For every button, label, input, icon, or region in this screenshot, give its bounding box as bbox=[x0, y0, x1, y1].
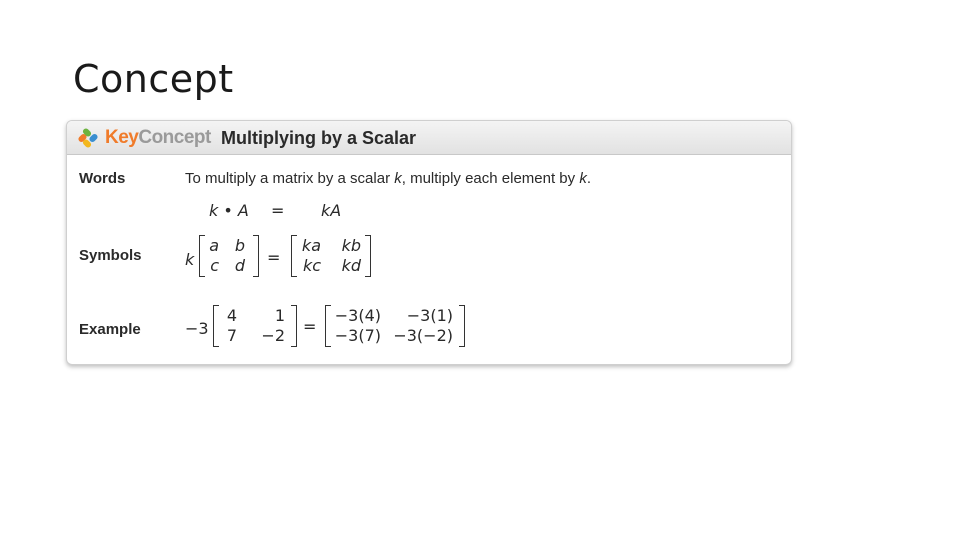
matrix-cell: −3(7) bbox=[334, 326, 381, 345]
symbols-line1-right: kA bbox=[321, 201, 342, 220]
matrix-cell: ka bbox=[301, 236, 321, 255]
words-prefix: To multiply a matrix by a scalar bbox=[185, 170, 395, 187]
matrix-cell: −3(1) bbox=[406, 306, 453, 325]
bracket-right bbox=[253, 235, 259, 277]
example-matrix-right bbox=[325, 305, 465, 347]
slide-title: Concept bbox=[73, 57, 234, 101]
example-matrix-left bbox=[213, 305, 297, 347]
bracket-right bbox=[459, 305, 465, 347]
matrix-cell: −3(−2) bbox=[393, 326, 453, 345]
words-var2: k bbox=[579, 170, 587, 187]
words-var1: k bbox=[394, 170, 402, 187]
key-concept-card bbox=[66, 120, 792, 365]
symbols-scalar: k bbox=[185, 250, 195, 269]
matrix-cell: kc bbox=[302, 256, 321, 275]
example-scalar: −3 bbox=[185, 319, 209, 338]
bracket-left bbox=[291, 235, 297, 277]
words-middle: , multiply each element by bbox=[401, 170, 580, 187]
example-eq: = bbox=[303, 317, 317, 336]
symbols-eq: = bbox=[267, 248, 281, 267]
matrix-cell: kd bbox=[341, 256, 361, 275]
matrix-cell: b bbox=[234, 236, 245, 255]
matrix-cell: d bbox=[234, 256, 245, 275]
matrix-cell: 7 bbox=[226, 326, 237, 345]
words-label: Words bbox=[79, 170, 126, 187]
symbols-label: Symbols bbox=[79, 247, 142, 264]
matrix-cell: a bbox=[209, 236, 219, 255]
words-text bbox=[185, 170, 591, 187]
matrix-cell: kb bbox=[341, 236, 361, 255]
symbols-matrix-left bbox=[199, 235, 259, 277]
key-concept-logo-icon bbox=[77, 127, 99, 149]
symbols-matrix-right bbox=[291, 235, 371, 277]
brand-concept: Concept bbox=[138, 127, 211, 148]
matrix-cell: c bbox=[210, 256, 219, 275]
brand-key: Key bbox=[105, 127, 139, 148]
bracket-left bbox=[199, 235, 205, 277]
matrix-cell: 1 bbox=[274, 306, 285, 325]
example-label: Example bbox=[79, 321, 141, 338]
symbols-line1-left: k • A bbox=[209, 201, 249, 220]
symbols-line1-eq: = bbox=[271, 201, 285, 220]
bracket-right bbox=[365, 235, 371, 277]
card-title: Multiplying by a Scalar bbox=[221, 128, 417, 148]
key-concept-brand bbox=[105, 127, 211, 149]
bracket-left bbox=[213, 305, 219, 347]
bracket-right bbox=[291, 305, 297, 347]
matrix-cell: 4 bbox=[226, 306, 237, 325]
card-header bbox=[67, 121, 791, 155]
words-suffix: . bbox=[586, 170, 591, 187]
matrix-cell: −2 bbox=[261, 326, 285, 345]
matrix-cell: −3(4) bbox=[334, 306, 381, 325]
